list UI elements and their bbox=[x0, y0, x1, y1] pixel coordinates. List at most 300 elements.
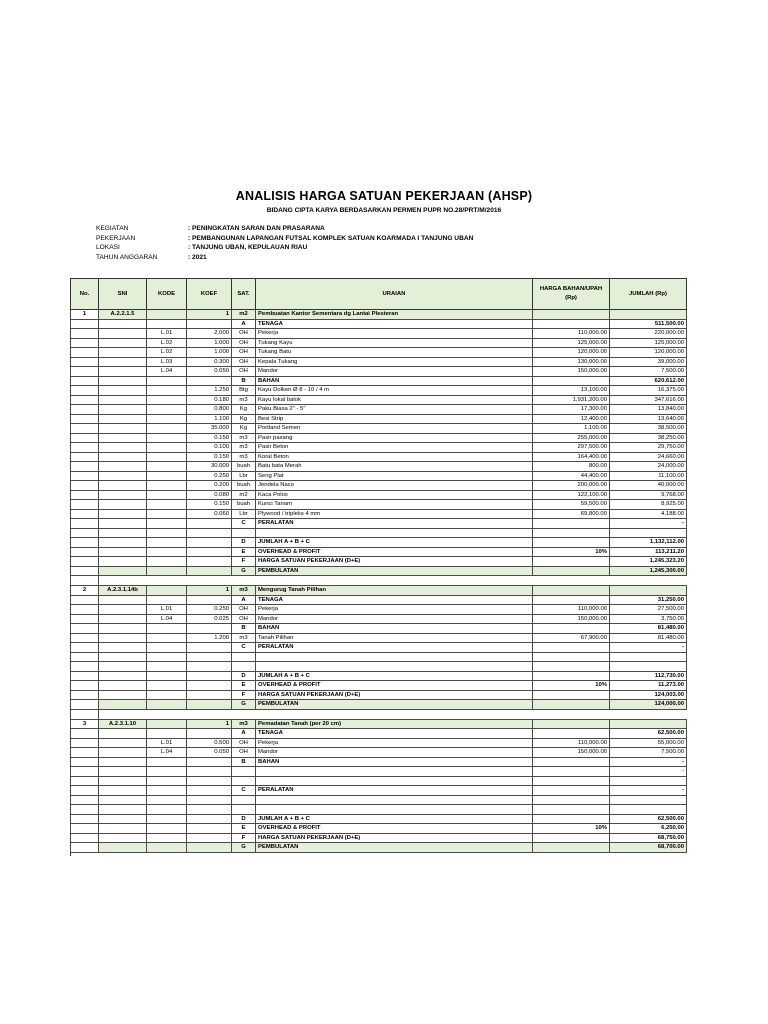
resource-uraian: Kayu lokal balok bbox=[256, 395, 533, 405]
blank-cell bbox=[533, 786, 610, 796]
resource-kode bbox=[147, 490, 187, 500]
ahsp-table bbox=[70, 278, 687, 853]
resource-row bbox=[71, 633, 687, 643]
blank-cell bbox=[99, 528, 147, 538]
summary-value: 1,245,323.20 bbox=[610, 557, 687, 567]
resource-sat bbox=[232, 795, 256, 805]
resource-harga bbox=[533, 652, 610, 662]
resource-harga: 122,100.00 bbox=[533, 490, 610, 500]
blank-cell bbox=[99, 490, 147, 500]
summary-letter: D bbox=[232, 538, 256, 548]
summary-letter: E bbox=[232, 681, 256, 691]
section-letter: A bbox=[232, 729, 256, 739]
blank-cell bbox=[147, 662, 187, 672]
summary-value: 1,245,300.00 bbox=[610, 566, 687, 576]
blank-cell bbox=[99, 843, 147, 853]
blank-cell bbox=[187, 757, 232, 767]
resource-uraian: Pekerja bbox=[256, 738, 533, 748]
summary-percent bbox=[533, 690, 610, 700]
resource-harga: 44,400.00 bbox=[533, 471, 610, 481]
summary-row bbox=[71, 700, 687, 710]
summary-row bbox=[71, 681, 687, 691]
item-spacer bbox=[71, 576, 687, 586]
section-letter: A bbox=[232, 319, 256, 329]
resource-kode bbox=[147, 795, 187, 805]
resource-jumlah: 55,000.00 bbox=[610, 738, 687, 748]
summary-label: PEMBULATAN bbox=[256, 566, 533, 576]
project-info bbox=[96, 224, 473, 262]
blank-cell bbox=[71, 414, 99, 424]
blank-cell bbox=[147, 538, 187, 548]
resource-row bbox=[71, 443, 687, 453]
summary-letter: G bbox=[232, 843, 256, 853]
item-jumlah bbox=[610, 719, 687, 729]
summary-value: 124,003.00 bbox=[610, 690, 687, 700]
resource-harga: 12,400.00 bbox=[533, 414, 610, 424]
resource-sat: OH bbox=[232, 748, 256, 758]
spacer-cell bbox=[99, 576, 147, 586]
summary-letter: F bbox=[232, 690, 256, 700]
resource-jumlah: 39,000.00 bbox=[610, 357, 687, 367]
resource-koef: 0.150 bbox=[187, 500, 232, 510]
item-sat: m3 bbox=[232, 586, 256, 596]
blank-cell bbox=[71, 452, 99, 462]
blank-cell bbox=[187, 566, 232, 576]
blank-cell bbox=[71, 471, 99, 481]
blank-cell bbox=[71, 805, 99, 815]
resource-kode: L.02 bbox=[147, 348, 187, 358]
blank-cell bbox=[71, 566, 99, 576]
blank-cell bbox=[99, 481, 147, 491]
resource-row bbox=[71, 386, 687, 396]
item-number: 2 bbox=[71, 586, 99, 596]
resource-koef: 1.100 bbox=[187, 414, 232, 424]
blank-cell bbox=[99, 614, 147, 624]
resource-row bbox=[71, 490, 687, 500]
resource-jumlah: - bbox=[610, 767, 687, 777]
blank-cell bbox=[187, 690, 232, 700]
resource-jumlah: 7,500.00 bbox=[610, 367, 687, 377]
info-row-tahun-anggaran bbox=[96, 253, 473, 263]
resource-sat: m3 bbox=[232, 395, 256, 405]
resource-koef: 0.060 bbox=[187, 509, 232, 519]
resource-koef: 0.250 bbox=[187, 471, 232, 481]
resource-sat bbox=[232, 776, 256, 786]
resource-sat bbox=[232, 652, 256, 662]
item-header-row bbox=[71, 719, 687, 729]
resource-uraian: Seng Plat bbox=[256, 471, 533, 481]
resource-uraian bbox=[256, 652, 533, 662]
section-label: TENAGA bbox=[256, 595, 533, 605]
spacer-cell bbox=[187, 709, 232, 719]
blank-cell bbox=[147, 690, 187, 700]
blank-cell bbox=[71, 833, 99, 843]
blank-cell bbox=[187, 843, 232, 853]
header-sni: SNI bbox=[99, 279, 147, 310]
resource-uraian: Portland Semen bbox=[256, 424, 533, 434]
blank-cell bbox=[187, 547, 232, 557]
resource-kode bbox=[147, 776, 187, 786]
summary-percent bbox=[533, 566, 610, 576]
resource-koef: 0.250 bbox=[187, 605, 232, 615]
item-uraian: Pembuatan Kantor Sementara dg Lantai Plesteran bbox=[256, 310, 533, 320]
blank-cell bbox=[187, 538, 232, 548]
blank-cell bbox=[187, 824, 232, 834]
resource-row bbox=[71, 605, 687, 615]
resource-jumlah: 13,640.00 bbox=[610, 414, 687, 424]
item-kode bbox=[147, 310, 187, 320]
resource-harga: 17,300.00 bbox=[533, 405, 610, 415]
blank-cell bbox=[71, 481, 99, 491]
blank-cell bbox=[71, 776, 99, 786]
blank-cell bbox=[99, 509, 147, 519]
resource-harga: 130,000.00 bbox=[533, 357, 610, 367]
resource-kode bbox=[147, 652, 187, 662]
resource-uraian: Tukang Batu bbox=[256, 348, 533, 358]
blank-cell bbox=[71, 729, 99, 739]
resource-harga: 125,000.00 bbox=[533, 338, 610, 348]
blank-cell bbox=[147, 757, 187, 767]
section-letter: C bbox=[232, 643, 256, 653]
resource-kode: L.02 bbox=[147, 338, 187, 348]
resource-harga: 1,931,200.00 bbox=[533, 395, 610, 405]
resource-row bbox=[71, 471, 687, 481]
resource-row bbox=[71, 481, 687, 491]
summary-row bbox=[71, 814, 687, 824]
blank-cell bbox=[187, 557, 232, 567]
summary-row bbox=[71, 833, 687, 843]
blank-cell bbox=[99, 662, 147, 672]
summary-label: JUMLAH A + B + C bbox=[256, 814, 533, 824]
resource-kode bbox=[147, 443, 187, 453]
spacer-cell bbox=[533, 576, 610, 586]
info-value: : PEMBANGUNAN LAPANGAN FUTSAL KOMPLEK SATUAN KOARMADA I TANJUNG UBAN bbox=[188, 234, 474, 242]
resource-sat: m2 bbox=[232, 490, 256, 500]
blank-cell bbox=[187, 700, 232, 710]
resource-kode bbox=[147, 471, 187, 481]
resource-koef: 1.200 bbox=[187, 633, 232, 643]
blank-cell bbox=[99, 557, 147, 567]
blank-cell bbox=[187, 671, 232, 681]
resource-uraian: Tukang Kayu bbox=[256, 338, 533, 348]
resource-koef: 1.000 bbox=[187, 338, 232, 348]
resource-uraian: Besi Strip bbox=[256, 414, 533, 424]
blank-cell bbox=[147, 643, 187, 653]
resource-koef: 0.180 bbox=[187, 395, 232, 405]
summary-percent bbox=[533, 700, 610, 710]
resource-kode: L.04 bbox=[147, 614, 187, 624]
blank-cell bbox=[99, 471, 147, 481]
summary-value: 68,700.00 bbox=[610, 843, 687, 853]
summary-letter: E bbox=[232, 547, 256, 557]
summary-label: OVERHEAD & PROFIT bbox=[256, 681, 533, 691]
summary-label: PEMBULATAN bbox=[256, 843, 533, 853]
summary-value: 1,132,112.00 bbox=[610, 538, 687, 548]
blank-cell bbox=[71, 405, 99, 415]
resource-jumlah: 24,000.00 bbox=[610, 462, 687, 472]
resource-jumlah: 40,000.00 bbox=[610, 481, 687, 491]
resource-sat: OH bbox=[232, 338, 256, 348]
summary-percent bbox=[533, 557, 610, 567]
summary-row bbox=[71, 547, 687, 557]
summary-letter: G bbox=[232, 566, 256, 576]
blank-cell bbox=[99, 681, 147, 691]
blank-cell bbox=[147, 376, 187, 386]
blank-cell bbox=[71, 662, 99, 672]
spacer-cell bbox=[610, 576, 687, 586]
resource-uraian: Pekerja bbox=[256, 605, 533, 615]
blank-cell bbox=[533, 757, 610, 767]
summary-label: JUMLAH A + B + C bbox=[256, 538, 533, 548]
resource-uraian: Tanah Pilihan bbox=[256, 633, 533, 643]
blank-cell bbox=[147, 528, 187, 538]
resource-kode bbox=[147, 414, 187, 424]
blank-cell bbox=[99, 386, 147, 396]
blank-cell bbox=[99, 595, 147, 605]
resource-sat: m3 bbox=[232, 433, 256, 443]
blank-cell bbox=[99, 824, 147, 834]
resource-harga: 150,000.00 bbox=[533, 614, 610, 624]
summary-percent: 10% bbox=[533, 681, 610, 691]
section-row bbox=[71, 786, 687, 796]
blank-cell bbox=[147, 566, 187, 576]
item-sni: A.2.3.1.14b bbox=[99, 586, 147, 596]
blank-cell bbox=[147, 833, 187, 843]
resource-sat: OH bbox=[232, 738, 256, 748]
blank-cell bbox=[99, 729, 147, 739]
section-label: BAHAN bbox=[256, 757, 533, 767]
resource-uraian: Mandor bbox=[256, 367, 533, 377]
item-jumlah bbox=[610, 586, 687, 596]
resource-kode bbox=[147, 405, 187, 415]
resource-kode bbox=[147, 424, 187, 434]
summary-label: OVERHEAD & PROFIT bbox=[256, 824, 533, 834]
resource-uraian: Kaca Polos bbox=[256, 490, 533, 500]
resource-sat: Kg bbox=[232, 414, 256, 424]
item-jumlah bbox=[610, 310, 687, 320]
resource-kode: L.01 bbox=[147, 329, 187, 339]
summary-percent bbox=[533, 843, 610, 853]
resource-row bbox=[71, 795, 687, 805]
resource-koef: 0.050 bbox=[187, 748, 232, 758]
resource-jumlah: 24,660.00 bbox=[610, 452, 687, 462]
resource-kode bbox=[147, 452, 187, 462]
resource-koef: 35.000 bbox=[187, 424, 232, 434]
item-koef: 1 bbox=[187, 310, 232, 320]
resource-kode: L.01 bbox=[147, 605, 187, 615]
resource-kode: L.03 bbox=[147, 357, 187, 367]
blank-cell bbox=[187, 814, 232, 824]
resource-jumlah: 220,000.00 bbox=[610, 329, 687, 339]
resource-harga: 200,000.00 bbox=[533, 481, 610, 491]
section-total: - bbox=[610, 519, 687, 529]
blank-cell bbox=[610, 528, 687, 538]
spacer-cell bbox=[147, 576, 187, 586]
blank-cell bbox=[71, 757, 99, 767]
summary-percent: 10% bbox=[533, 547, 610, 557]
resource-jumlah: 81,480.00 bbox=[610, 633, 687, 643]
blank-cell bbox=[99, 633, 147, 643]
resource-uraian: Koral Beton bbox=[256, 452, 533, 462]
resource-uraian: Kunci Tanam bbox=[256, 500, 533, 510]
resource-kode bbox=[147, 433, 187, 443]
summary-letter: G bbox=[232, 700, 256, 710]
info-label: KEGIATAN bbox=[96, 225, 129, 232]
resource-uraian: Kepala Tukang bbox=[256, 357, 533, 367]
blank-cell bbox=[533, 519, 610, 529]
resource-sat: buah bbox=[232, 500, 256, 510]
blank-cell bbox=[533, 528, 610, 538]
resource-uraian: Pekerja bbox=[256, 329, 533, 339]
blank-cell bbox=[256, 662, 533, 672]
summary-row bbox=[71, 671, 687, 681]
item-number: 1 bbox=[71, 310, 99, 320]
blank-cell bbox=[187, 624, 232, 634]
blank-cell bbox=[147, 786, 187, 796]
blank-cell bbox=[147, 519, 187, 529]
blank-cell bbox=[232, 528, 256, 538]
section-total: 620,612.00 bbox=[610, 376, 687, 386]
resource-row bbox=[71, 367, 687, 377]
resource-koef: 1.000 bbox=[187, 348, 232, 358]
blank-cell bbox=[71, 738, 99, 748]
resource-koef: 0.080 bbox=[187, 490, 232, 500]
summary-percent bbox=[533, 814, 610, 824]
blank-cell bbox=[147, 319, 187, 329]
blank-cell bbox=[71, 595, 99, 605]
blank-cell bbox=[71, 643, 99, 653]
resource-koef bbox=[187, 776, 232, 786]
resource-jumlah: 3,750.00 bbox=[610, 614, 687, 624]
blank-cell bbox=[99, 643, 147, 653]
blank-cell bbox=[147, 681, 187, 691]
blank-cell bbox=[71, 652, 99, 662]
summary-label: HARGA SATUAN PEKERJAAN (D+E) bbox=[256, 833, 533, 843]
summary-spacer bbox=[71, 662, 687, 672]
section-label: TENAGA bbox=[256, 319, 533, 329]
info-row-pekerjaan bbox=[96, 234, 473, 244]
summary-value: 124,000.00 bbox=[610, 700, 687, 710]
resource-koef: 0.300 bbox=[187, 357, 232, 367]
blank-cell bbox=[99, 319, 147, 329]
resource-uraian: Kayu Dolken Ø 8 - 10 / 4 m bbox=[256, 386, 533, 396]
resource-row bbox=[71, 776, 687, 786]
blank-cell bbox=[71, 319, 99, 329]
resource-row bbox=[71, 652, 687, 662]
resource-row bbox=[71, 509, 687, 519]
summary-percent: 10% bbox=[533, 824, 610, 834]
blank-cell bbox=[71, 395, 99, 405]
summary-letter: F bbox=[232, 557, 256, 567]
summary-label: OVERHEAD & PROFIT bbox=[256, 547, 533, 557]
blank-cell bbox=[99, 452, 147, 462]
info-value: : 2021 bbox=[188, 253, 207, 261]
resource-uraian: Mandor bbox=[256, 748, 533, 758]
blank-cell bbox=[187, 519, 232, 529]
blank-cell bbox=[99, 624, 147, 634]
section-letter: B bbox=[232, 376, 256, 386]
section-letter: C bbox=[232, 519, 256, 529]
resource-koef: 0.050 bbox=[187, 367, 232, 377]
blank-cell bbox=[71, 786, 99, 796]
resource-jumlah: 11,100.00 bbox=[610, 471, 687, 481]
resource-koef: 0.800 bbox=[187, 405, 232, 415]
header-jumlah: JUMLAH (Rp) bbox=[610, 279, 687, 310]
section-total: 31,250.00 bbox=[610, 595, 687, 605]
resource-row bbox=[71, 462, 687, 472]
item-sni: A.2.2.1.5 bbox=[99, 310, 147, 320]
blank-cell bbox=[71, 538, 99, 548]
resource-jumlah: 125,000.00 bbox=[610, 338, 687, 348]
section-row bbox=[71, 319, 687, 329]
resource-uraian: Mandor bbox=[256, 614, 533, 624]
info-label: TAHUN ANGGARAN bbox=[96, 253, 158, 261]
resource-harga: 297,500.00 bbox=[533, 443, 610, 453]
resource-jumlah: 13,840.00 bbox=[610, 405, 687, 415]
blank-cell bbox=[71, 557, 99, 567]
blank-cell bbox=[99, 814, 147, 824]
item-header-row bbox=[71, 310, 687, 320]
resource-koef bbox=[187, 795, 232, 805]
section-label: BAHAN bbox=[256, 624, 533, 634]
summary-value: 11,273.00 bbox=[610, 681, 687, 691]
blank-cell bbox=[99, 443, 147, 453]
section-total: - bbox=[610, 643, 687, 653]
section-row bbox=[71, 643, 687, 653]
blank-cell bbox=[99, 338, 147, 348]
blank-cell bbox=[71, 547, 99, 557]
blank-cell bbox=[99, 738, 147, 748]
resource-row bbox=[71, 395, 687, 405]
item-sat: m3 bbox=[232, 719, 256, 729]
spacer-cell bbox=[232, 576, 256, 586]
resource-koef: 0.200 bbox=[187, 481, 232, 491]
blank-cell bbox=[147, 814, 187, 824]
blank-cell bbox=[71, 633, 99, 643]
resource-jumlah: 38,500.00 bbox=[610, 424, 687, 434]
resource-jumlah: 29,750.00 bbox=[610, 443, 687, 453]
blank-cell bbox=[147, 624, 187, 634]
blank-cell bbox=[99, 462, 147, 472]
blank-cell bbox=[187, 595, 232, 605]
resource-koef: 0.150 bbox=[187, 433, 232, 443]
resource-kode bbox=[147, 395, 187, 405]
resource-kode bbox=[147, 481, 187, 491]
blank-cell bbox=[99, 348, 147, 358]
blank-cell bbox=[99, 519, 147, 529]
blank-cell bbox=[99, 700, 147, 710]
section-letter: C bbox=[232, 786, 256, 796]
blank-cell bbox=[187, 805, 232, 815]
resource-sat: buah bbox=[232, 462, 256, 472]
resource-row bbox=[71, 424, 687, 434]
summary-label: PEMBULATAN bbox=[256, 700, 533, 710]
item-uraian: Pemadatan Tanah (per 20 cm) bbox=[256, 719, 533, 729]
blank-cell bbox=[187, 643, 232, 653]
blank-cell bbox=[99, 690, 147, 700]
item-spacer bbox=[71, 709, 687, 719]
resource-sat: OH bbox=[232, 329, 256, 339]
resource-koef: 0.025 bbox=[187, 614, 232, 624]
section-letter: B bbox=[232, 757, 256, 767]
resource-sat: buah bbox=[232, 481, 256, 491]
blank-cell bbox=[533, 729, 610, 739]
resource-jumlah: 7,500.00 bbox=[610, 748, 687, 758]
header-kode: KODE bbox=[147, 279, 187, 310]
blank-cell bbox=[187, 319, 232, 329]
resource-jumlah: 4,188.00 bbox=[610, 509, 687, 519]
section-total: - bbox=[610, 786, 687, 796]
